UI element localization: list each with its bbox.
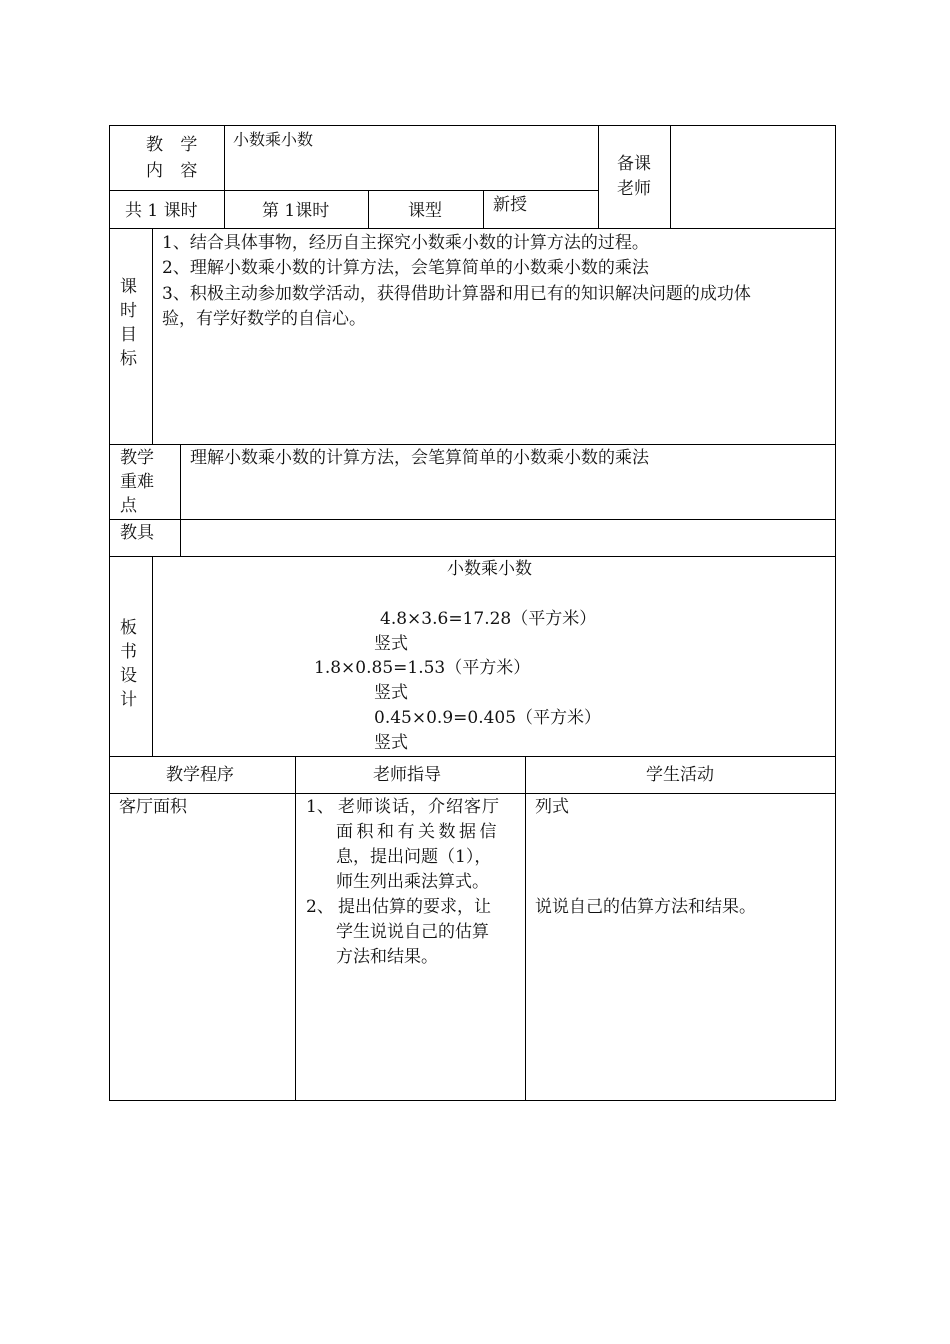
board-label-char: 计: [120, 690, 137, 710]
procedure-header-student: 学生活动: [646, 765, 714, 785]
teacher-item-1-line: 息，提出问题（1），: [336, 847, 492, 867]
board-equation-3: 0.45×0.9=0.405（平方米）: [374, 708, 602, 728]
teacher-label-line1: 备课: [617, 154, 651, 174]
header-row-divider: [109, 190, 598, 191]
board-equation-2: 1.8×0.85=1.53（平方米）: [314, 658, 531, 678]
type-label: 课型: [408, 201, 442, 221]
teacher-item-1-num: 1、: [306, 797, 334, 817]
tools-label: 教具: [120, 523, 154, 543]
student-activity-1: 列式: [535, 797, 569, 817]
total-hours: 共 1 课时: [125, 201, 198, 221]
teacher-item-2-line: 提出估算的要求，让: [338, 897, 491, 917]
student-activity-2: 说说自己的估算方法和结果。: [535, 897, 756, 917]
objectives-label-char: 标: [120, 349, 137, 369]
table-border-right: [835, 125, 836, 1101]
keypoints-label-line: 教学: [120, 448, 154, 468]
objectives-label-char: 课: [120, 277, 137, 297]
keypoints-label: [120, 446, 154, 518]
content-label-line1: 教 学: [146, 135, 204, 155]
content-label-line2: 内 容: [146, 161, 204, 181]
board-vertical-2: 竖式: [374, 683, 408, 703]
teacher-item-2-line: 方法和结果。: [336, 947, 438, 967]
objectives-bottom: [109, 444, 836, 445]
header-col-teacher-value: [670, 125, 671, 228]
teacher-item-2-num: 2、: [306, 897, 334, 917]
keypoints-label-line: 重难: [120, 472, 154, 492]
content-value: 小数乘小数: [233, 130, 314, 149]
objectives-label-divider: [152, 228, 153, 444]
board-label-char: 书: [120, 642, 137, 662]
procedure-header-teacher: 老师指导: [373, 765, 441, 785]
table-border-bottom: [109, 1100, 836, 1101]
board-vertical-3: 竖式: [374, 733, 408, 753]
objective-line-1: 1、结合具体事物，经历自主探究小数乘小数的计算方法的过程。: [162, 233, 649, 253]
header-col-period: [368, 190, 369, 228]
header-bottom: [109, 228, 836, 229]
table-border-left: [109, 125, 110, 1101]
procedure-header-bottom: [109, 793, 836, 794]
objectives-label: [120, 275, 137, 371]
board-label-char: 板: [120, 618, 137, 638]
keypoints-text: 理解小数乘小数的计算方法，会笔算简单的小数乘小数的乘法: [190, 448, 649, 468]
procedure-col-2: [525, 756, 526, 1101]
objectives-label-char: 时: [120, 301, 137, 321]
header-col-1: [224, 125, 225, 228]
board-label-char: 设: [120, 666, 137, 686]
board-bottom: [109, 756, 836, 757]
objective-line-3: 3、积极主动参加数学活动，获得借助计算器和用已有的知识解决问题的成功体: [162, 284, 751, 304]
period: 第 1课时: [262, 201, 330, 221]
keypoints-label-line: 点: [120, 496, 137, 516]
keypoints-label-divider: [180, 444, 181, 556]
board-title: 小数乘小数: [447, 559, 532, 579]
teacher-item-1-line: 老师谈话，介绍客厅: [338, 797, 500, 817]
teacher-item-1-line: 面积和有关数据信: [336, 822, 500, 842]
teacher-item-1-line: 师生列出乘法算式。: [336, 872, 489, 892]
board-equation-1: 4.8×3.6=17.28（平方米）: [380, 609, 597, 629]
procedure-col-1: [295, 756, 296, 1101]
procedure-header-steps: 教学程序: [166, 765, 234, 785]
board-label: [120, 616, 137, 712]
keypoints-bottom: [109, 519, 836, 520]
board-vertical-1: 竖式: [374, 634, 408, 654]
objective-line-2: 2、理解小数乘小数的计算方法，会笔算简单的小数乘小数的乘法: [162, 258, 649, 278]
procedure-step: 客厅面积: [119, 797, 187, 817]
teacher-label-line2: 老师: [617, 179, 651, 199]
header-col-teacher: [598, 125, 599, 228]
header-col-type: [483, 190, 484, 228]
type-value: 新授: [493, 195, 527, 215]
table-border-top: [109, 125, 836, 126]
teacher-item-2-line: 学生说说自己的估算: [336, 922, 489, 942]
board-label-divider: [152, 556, 153, 756]
objectives-label-char: 目: [120, 325, 137, 345]
objective-line-4: 验，有学好数学的自信心。: [162, 309, 366, 329]
